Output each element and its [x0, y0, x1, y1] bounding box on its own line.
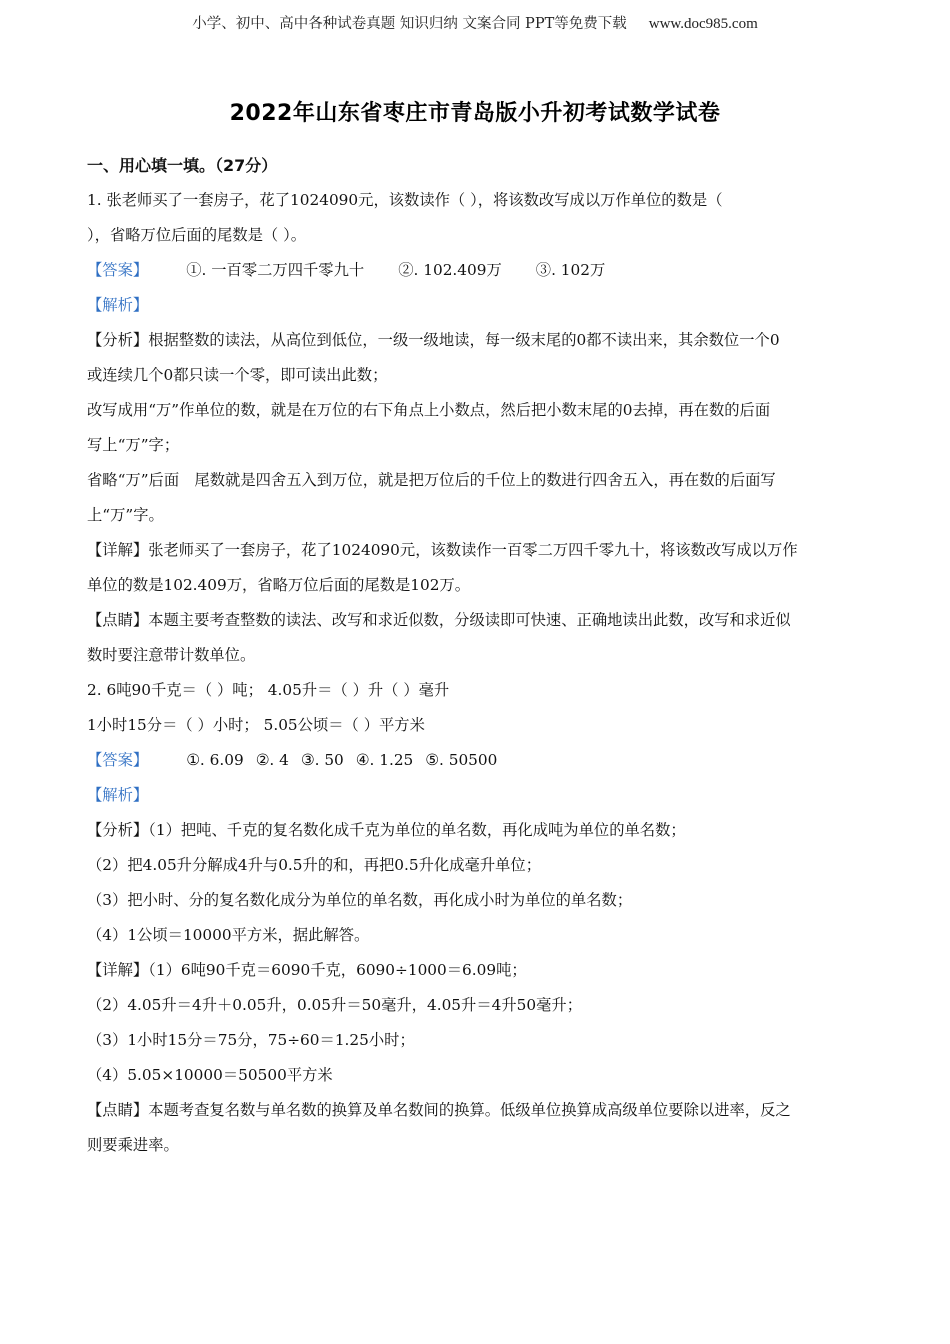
- question-1-answer: [87, 253, 872, 288]
- paragraph-text: （1）6吨90千克＝6090千克，6090÷1000＝6.09吨；: [148, 961, 527, 979]
- page-header: [0, 12, 950, 33]
- answer-item: ②. 102.409万: [398, 261, 502, 279]
- answer-item: ⑤. 50500: [425, 751, 498, 769]
- section-heading: 一、用心填一填。（27分）: [87, 156, 278, 175]
- document-body: [87, 148, 872, 1163]
- analysis-tag: 【解析】: [87, 296, 149, 314]
- answer-item: ②. 4: [255, 751, 289, 769]
- answer-item: ①. 一百零二万四千零九十: [186, 261, 365, 279]
- q1-dianjing-line: [87, 603, 872, 638]
- paragraph-line: （4）5.05×10000＝50500平方米: [87, 1066, 333, 1084]
- paragraph-line: （4）1公顷＝10000平方米，据此解答。: [87, 926, 370, 944]
- fenxi-tag: 【分析】: [87, 821, 149, 839]
- paragraph-line: 则要乘进率。: [87, 1136, 179, 1154]
- paragraph-line: 改写成用“万”作单位的数，就是在万位的右下角点上小数点，然后把小数末尾的0去掉，再在数的后面: [87, 401, 771, 419]
- answer-item: ③. 102万: [535, 261, 606, 279]
- paragraph-line: 上“万”字。: [87, 506, 164, 524]
- paragraph-line: （2）4.05升＝4升＋0.05升，0.05升＝50毫升，4.05升＝4升50毫升；: [87, 996, 583, 1014]
- question-1-line-2: ），省略万位后面的尾数是（ ）。: [87, 226, 307, 244]
- answer-item: ③. 50: [300, 751, 344, 769]
- paragraph-line: （2）把4.05升分解成4升与0.5升的和，再把0.5升化成毫升单位；: [87, 856, 542, 874]
- answer-tag: 【答案】: [87, 751, 149, 769]
- paragraph-text: 本题主要考查整数的读法、改写和求近似数，分级读即可快速、正确地读出此数，改写和求近似: [148, 611, 791, 629]
- q1-xiangjie-line: [87, 533, 872, 568]
- paragraph-line: （3）1小时15分＝75分，75÷60＝1.25小时；: [87, 1031, 415, 1049]
- dianjing-tag: 【点睛】: [87, 1101, 149, 1119]
- question-2-answer: [87, 743, 872, 778]
- paragraph-text: 张老师买了一套房子，花了1024090元，该数读作一百零二万四千零九十，将该数改写成以万作: [148, 541, 798, 559]
- q2-xiangjie-line: [87, 953, 872, 988]
- paragraph-line: （3）把小时、分的复名数化成分为单位的单名数，再化成小时为单位的单名数；: [87, 891, 633, 909]
- page-title: 2022年山东省枣庄市青岛版小升初考试数学试卷: [229, 101, 721, 126]
- q1-fenxi-line: [87, 323, 872, 358]
- paragraph-text: （1）把吨、千克的复名数化成千克为单位的单名数，再化成吨为单位的单名数；: [148, 821, 686, 839]
- header-text: 小学、初中、高中各种试卷真题 知识归纳 文案合同 PPT等免费下载: [192, 16, 627, 32]
- q2-fenxi-line: [87, 813, 872, 848]
- answer-item: ④. 1.25: [355, 751, 414, 769]
- paragraph-text: 本题考查复名数与单名数的换算及单名数间的换算。低级单位换算成高级单位要除以进率，反之: [148, 1101, 791, 1119]
- answer-tag: 【答案】: [87, 261, 149, 279]
- answer-item: ①. 6.09: [186, 751, 244, 769]
- q2-dianjing-line: [87, 1093, 872, 1128]
- paragraph-line: 省略“万”后面 尾数就是四舍五入到万位，就是把万位后的千位上的数进行四舍五入，再在数的后面写: [87, 471, 776, 489]
- paragraph-line: 单位的数是102.409万，省略万位后面的尾数是102万。: [87, 576, 471, 594]
- question-1-line-1: 1. 张老师买了一套房子，花了1024090元，该数读作（ ），将该数改写成以万作单位的数是（: [87, 191, 723, 209]
- header-site-link[interactable]: www.doc985.com: [648, 16, 758, 32]
- xiangjie-tag: 【详解】: [87, 541, 149, 559]
- analysis-tag: 【解析】: [87, 786, 149, 804]
- paragraph-line: 数时要注意带计数单位。: [87, 646, 256, 664]
- dianjing-tag: 【点睛】: [87, 611, 149, 629]
- paragraph-line: 或连续几个0都只读一个零，即可读出此数；: [87, 366, 388, 384]
- fenxi-tag: 【分析】: [87, 331, 149, 349]
- paragraph-line: 写上“万”字；: [87, 436, 180, 454]
- question-2-line-2: 1小时15分＝（ ）小时； 5.05公顷＝（ ）平方米: [87, 716, 425, 734]
- xiangjie-tag: 【详解】: [87, 961, 149, 979]
- paragraph-text: 根据整数的读法，从高位到低位，一级一级地读，每一级末尾的0都不读出来，其余数位一个0: [148, 331, 780, 349]
- question-2-line-1: 2. 6吨90千克＝（ ）吨； 4.05升＝（ ）升（ ）毫升: [87, 681, 450, 699]
